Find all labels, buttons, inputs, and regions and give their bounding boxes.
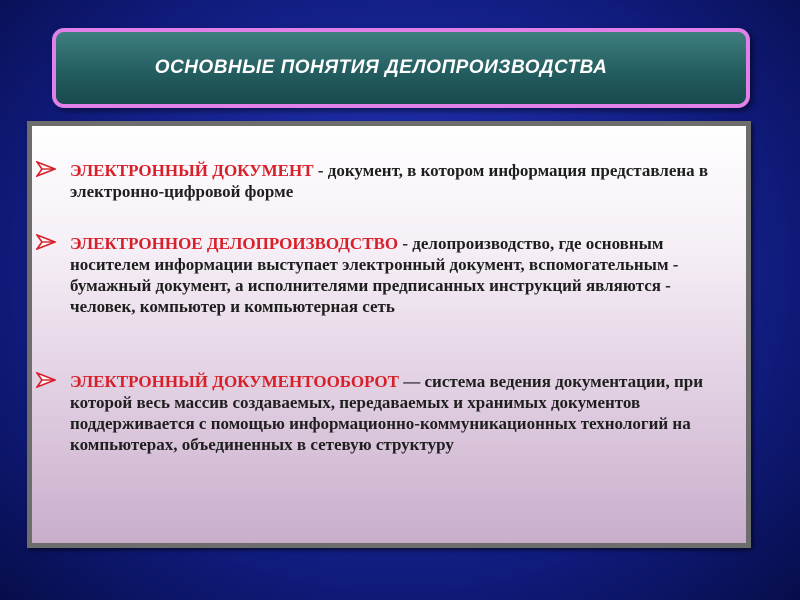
arrow-bullet-icon	[36, 161, 56, 177]
arrow-bullet-icon	[36, 372, 56, 388]
arrow-bullet-icon	[36, 234, 56, 250]
term-label: ЭЛЕКТРОННЫЙ ДОКУМЕНТ	[70, 161, 314, 180]
title-banner	[52, 28, 750, 108]
definition-item	[70, 371, 740, 455]
term-label: ЭЛЕКТРОННЫЙ ДОКУМЕНТООБОРОТ	[70, 372, 399, 391]
slide-title: ОСНОВНЫЕ ПОНЯТИЯ ДЕЛОПРОИЗВОДСТВА	[154, 57, 608, 78]
definition-item	[70, 160, 740, 202]
content-panel	[27, 121, 751, 548]
term-label: ЭЛЕКТРОННОЕ ДЕЛОПРОИЗВОДСТВО	[70, 234, 399, 253]
definition-text: - делопроизводство, где основным носителем информации выступает электронный документ, вспомогательным - бумажный документ, а исполнителями предписанных инструкций являются - человек, компьютер и компьютерная сеть	[70, 234, 679, 316]
definition-item	[70, 233, 740, 317]
definition-text: - документ, в котором информация представлена в электронно-цифровой форме	[70, 161, 709, 201]
definition-text: — система ведения документации, при которой весь массив создаваемых, передаваемых и хранимых документов поддерживается с помощью информационно-коммуникационных технологий на компьютерах, объединенных в сетевую структуру	[70, 372, 704, 454]
